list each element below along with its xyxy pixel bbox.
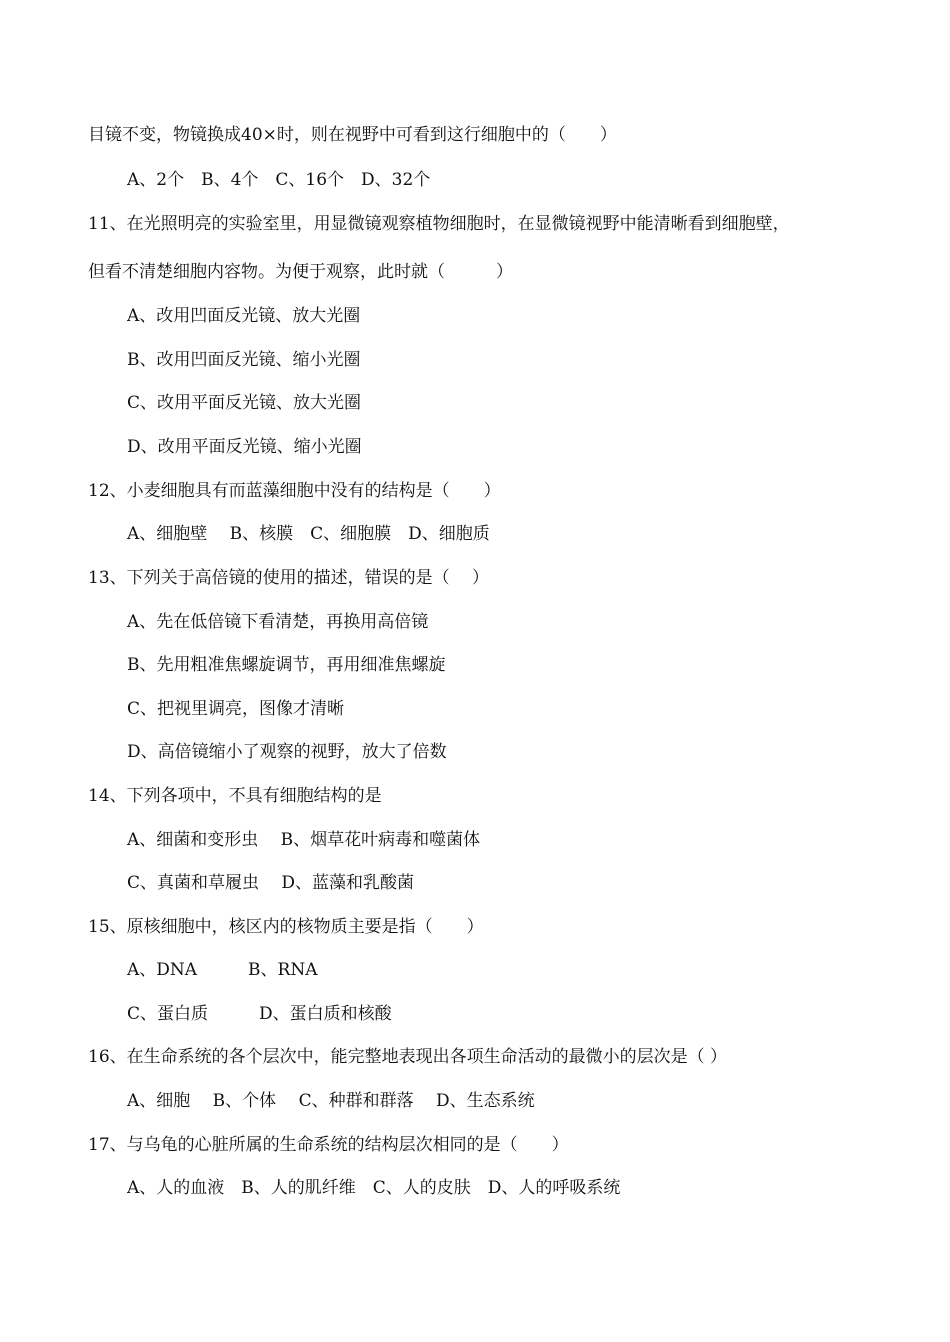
question-13-option-c: C、把视里调亮，图像才清晰 <box>127 699 345 719</box>
question-16: 16、在生命系统的各个层次中，能完整地表现出各项生命活动的最微小的层次是（ ） <box>88 1047 728 1067</box>
question-11-option-d: D、改用平面反光镜、缩小光圈 <box>127 437 362 457</box>
question-17: 17、与乌龟的心脏所属的生命系统的结构层次相同的是（ ） <box>88 1135 569 1155</box>
question-13-option-d: D、高倍镜缩小了观察的视野，放大了倍数 <box>127 742 447 762</box>
question-17-options: A、人的血液 B、人的肌纤维 C、人的皮肤 D、人的呼吸系统 <box>127 1178 621 1198</box>
question-16-options: A、细胞 B、个体 C、种群和群落 D、生态系统 <box>127 1091 535 1111</box>
question-11-option-a: A、改用凹面反光镜、放大光圈 <box>127 306 361 326</box>
question-13-option-a: A、先在低倍镜下看清楚，再换用高倍镜 <box>127 612 429 632</box>
question-12: 12、小麦细胞具有而蓝藻细胞中没有的结构是（ ） <box>88 481 501 501</box>
question-14-options-cd: C、真菌和草履虫 D、蓝藻和乳酸菌 <box>127 873 415 893</box>
question-11-line-1: 11、在光照明亮的实验室里，用显微镜观察植物细胞时，在显微镜视野中能清晰看到细胞壁， <box>88 214 790 234</box>
question-15-options-cd: C、蛋白质 D、蛋白质和核酸 <box>127 1004 392 1024</box>
question-13: 13、下列关于高倍镜的使用的描述，错误的是（ ） <box>88 568 490 588</box>
question-10-options: A、2个 B、4个 C、16个 D、32个 <box>127 170 431 190</box>
question-13-option-b: B、先用粗准焦螺旋调节，再用细准焦螺旋 <box>127 655 446 675</box>
question-10-continuation: 目镜不变，物镜换成40×时，则在视野中可看到这行细胞中的（ ） <box>88 125 617 145</box>
question-15-options-ab: A、DNA B、RNA <box>127 960 318 980</box>
question-15: 15、原核细胞中，核区内的核物质主要是指（ ） <box>88 917 484 937</box>
question-11-option-c: C、改用平面反光镜、放大光圈 <box>127 393 362 413</box>
question-14-options-ab: A、细菌和变形虫 B、烟草花叶病毒和噬菌体 <box>127 830 481 850</box>
question-11-line-2: 但看不清楚细胞内容物。为便于观察，此时就（ ） <box>88 262 513 282</box>
question-14: 14、下列各项中，不具有细胞结构的是 <box>88 786 382 806</box>
question-11-option-b: B、改用凹面反光镜、缩小光圈 <box>127 350 361 370</box>
question-12-options: A、细胞壁 B、核膜 C、细胞膜 D、细胞质 <box>127 524 490 544</box>
